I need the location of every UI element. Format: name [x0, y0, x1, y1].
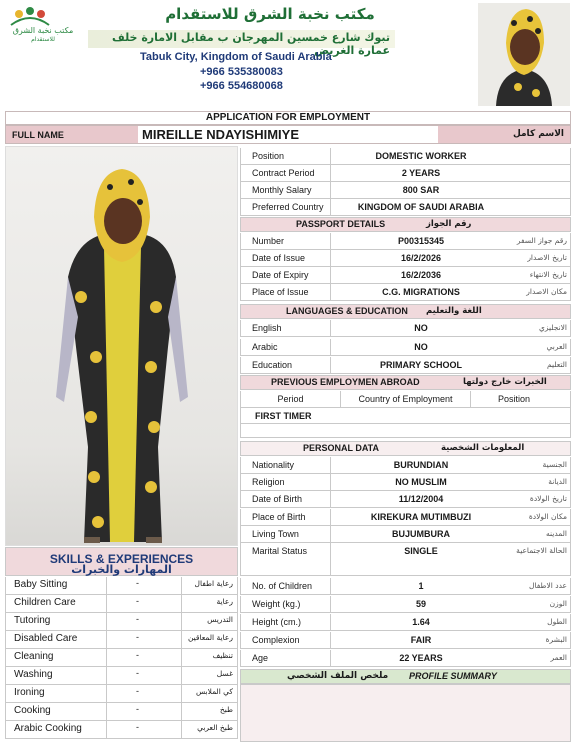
- position-col-header: Position: [497, 394, 530, 404]
- religion-value: NO MUSLIM: [395, 477, 447, 487]
- marital-status-label: Marital Status: [241, 543, 331, 575]
- marital-status-row: [240, 543, 571, 576]
- skills-title: SKILLS & EXPERIENCES: [49, 552, 194, 566]
- skill-name-ar: رعاية: [216, 597, 233, 606]
- issue-date-label-ar: تاريخ الاصدار: [527, 253, 567, 262]
- svg-text:للاستقدام: للاستقدام: [31, 36, 55, 43]
- skill-name-ar: التدريس: [207, 615, 233, 624]
- profile-summary-title: PROFILE SUMMARY: [409, 671, 497, 681]
- languages-title: LANGUAGES & EDUCATION: [286, 306, 408, 316]
- weight-value: 59: [415, 599, 426, 609]
- height-label: Height (cm.): [241, 614, 331, 630]
- children-label-ar: عدد الاطفال: [529, 581, 567, 590]
- skill-name: Ironing: [14, 687, 45, 698]
- divider: [106, 721, 107, 738]
- complexion-value: FAIR: [410, 635, 432, 645]
- religion-label-ar: الديانة: [548, 477, 567, 486]
- nationality-row: [240, 457, 571, 474]
- headshot-photo: [478, 3, 570, 106]
- office-logo: [3, 3, 83, 43]
- phone-1: +966 535380083: [200, 66, 283, 78]
- skills-title-ar: المهارات والخبرات: [71, 563, 172, 576]
- english-value: NO: [414, 323, 428, 333]
- marital-status-value: SINGLE: [404, 546, 438, 556]
- place-of-issue-row: [240, 284, 571, 301]
- skill-name: Washing: [14, 669, 53, 680]
- weight-label: Weight (kg.): [241, 596, 331, 612]
- skill-name-ar: رعاية اطفال: [194, 579, 233, 588]
- english-label-ar: الانجليزي: [538, 323, 567, 332]
- children-row: [240, 578, 571, 595]
- passport-number-value: P00315345: [397, 236, 445, 246]
- living-town-label: Living Town: [241, 526, 331, 542]
- letterhead: [0, 0, 574, 108]
- profile-summary-title-ar: ملخص الملف الشخصي: [287, 671, 389, 681]
- divider: [181, 631, 182, 648]
- employment-title-ar: الخبرات خارج دولتها: [463, 377, 547, 387]
- monthly-salary-value: 800 SAR: [402, 185, 440, 195]
- skill-value: -: [136, 632, 139, 642]
- weight-label-ar: الوزن: [549, 599, 567, 608]
- complexion-row: [240, 632, 571, 649]
- age-label: Age: [241, 650, 331, 666]
- contract-period-row: [240, 165, 571, 182]
- education-row: [240, 357, 571, 374]
- issue-date-value: 16/2/2026: [400, 253, 442, 263]
- employment-columns-row: [240, 391, 571, 408]
- skill-value: -: [136, 722, 139, 732]
- full-body-photo: [5, 146, 238, 546]
- arabic-value: NO: [414, 342, 428, 352]
- period-col-header: Period: [241, 391, 341, 407]
- skill-value: -: [136, 686, 139, 696]
- skill-name: Tutoring: [14, 615, 51, 626]
- english-row: [240, 320, 571, 337]
- skill-row: [5, 721, 238, 739]
- skill-value: -: [136, 704, 139, 714]
- issue-date-row: [240, 250, 571, 267]
- languages-title-ar: اللغة والتعليم: [426, 306, 482, 316]
- passport-number-label: Number: [241, 233, 331, 249]
- skill-name-ar: طبخ: [219, 705, 233, 714]
- education-value: PRIMARY SCHOOL: [379, 360, 462, 370]
- passport-number-row: [240, 233, 571, 250]
- place-of-issue-label: Place of Issue: [241, 284, 331, 300]
- position-row: [240, 148, 571, 165]
- nationality-value: BURUNDIAN: [393, 460, 449, 470]
- complexion-label-ar: البشرة: [545, 635, 567, 644]
- skill-value: -: [136, 614, 139, 624]
- expiry-date-label: Date of Expiry: [241, 267, 331, 283]
- employment-blank-row: [240, 424, 571, 438]
- divider: [106, 613, 107, 630]
- skill-name: Cleaning: [14, 651, 54, 662]
- place-of-birth-label: Place of Birth: [241, 509, 331, 525]
- age-value: 22 YEARS: [399, 653, 443, 663]
- religion-label: Religion: [241, 474, 331, 490]
- arabic-label: Arabic: [241, 339, 331, 355]
- skills-section-header: [5, 547, 238, 576]
- form-title: APPLICATION FOR EMPLOYMENT: [5, 111, 571, 125]
- living-town-value: BUJUMBURA: [392, 529, 450, 539]
- skill-name: Arabic Cooking: [14, 723, 82, 734]
- divider: [106, 703, 107, 720]
- issue-date-label: Date of Issue: [241, 250, 331, 266]
- height-label-ar: الطول: [547, 617, 567, 626]
- divider: [181, 577, 182, 594]
- skill-row: [5, 577, 238, 595]
- contract-period-value: 2 YEARS: [401, 168, 441, 178]
- skill-value: -: [136, 596, 139, 606]
- employment-title: PREVIOUS EMPLOYMEN ABROAD: [271, 377, 420, 387]
- passport-number-label-ar: رقم جواز السفر: [516, 236, 567, 245]
- divider: [106, 649, 107, 666]
- skill-value: -: [136, 650, 139, 660]
- languages-section-header: [240, 304, 571, 319]
- expiry-date-value: 16/2/2036: [400, 270, 442, 280]
- expiry-date-label-ar: تاريخ الانتهاء: [529, 270, 567, 279]
- personal-title: PERSONAL DATA: [303, 443, 380, 453]
- phone-2: +966 554680068: [200, 80, 283, 92]
- education-label-ar: التعليم: [547, 360, 567, 369]
- religion-row: [240, 474, 571, 491]
- employment-section-header: [240, 375, 571, 390]
- skill-row: [5, 613, 238, 631]
- skill-name-ar: رعاية المعاقين: [187, 633, 233, 642]
- height-value: 1.64: [412, 617, 430, 627]
- full-name-label-ar: الاسم كامل: [512, 129, 564, 139]
- full-name-value: MIREILLE NDAYISHIMIYE: [138, 126, 438, 143]
- skill-name-ar: كي الملابس: [195, 687, 233, 696]
- children-label: No. of Children: [241, 578, 331, 594]
- skill-name: Disabled Care: [14, 633, 78, 644]
- place-of-birth-label-ar: مكان الولادة: [528, 512, 567, 521]
- first-timer-row: [240, 408, 571, 424]
- skill-value: -: [136, 578, 139, 588]
- divider: [181, 595, 182, 612]
- address-ar: تبوك شارع خمسين المهرجان ب مقابل الامارة خلف عمارة الغريض: [111, 31, 390, 57]
- divider: [181, 613, 182, 630]
- children-value: 1: [418, 581, 424, 591]
- skill-row: [5, 667, 238, 685]
- dob-label: Date of Birth: [241, 491, 331, 507]
- skill-name: Cooking: [14, 705, 51, 716]
- skill-name-ar: غسل: [216, 669, 233, 678]
- position-label: Position: [241, 148, 331, 164]
- height-row: [240, 614, 571, 631]
- divider: [181, 649, 182, 666]
- dob-row: [240, 491, 571, 508]
- divider: [181, 667, 182, 684]
- preferred-country-label: Preferred Country: [241, 199, 331, 215]
- monthly-salary-label: Monthly Salary: [241, 182, 331, 198]
- weight-row: [240, 596, 571, 613]
- place-of-birth-value: KIREKURA MUTIMBUZI: [370, 512, 472, 522]
- city-text: Tabuk City, Kingdom of Saudi Arabia: [140, 51, 332, 63]
- complexion-label: Complexion: [241, 632, 331, 648]
- english-label: English: [241, 320, 331, 336]
- skill-row: [5, 703, 238, 721]
- full-name-row: [5, 125, 571, 144]
- skill-row: [5, 685, 238, 703]
- personal-title-ar: المعلومات الشخصية: [441, 443, 525, 453]
- skill-row: [5, 595, 238, 613]
- skill-value: -: [136, 668, 139, 678]
- skill-row: [5, 631, 238, 649]
- divider: [106, 685, 107, 702]
- marital-status-label-ar: الحالة الاجتماعية: [516, 546, 567, 555]
- preferred-country-row: [240, 199, 571, 216]
- skill-name-ar: طبخ العربي: [197, 723, 233, 732]
- monthly-salary-row: [240, 182, 571, 199]
- place-of-issue-label-ar: مكان الاصدار: [526, 287, 567, 296]
- nationality-label: Nationality: [241, 457, 331, 473]
- living-town-label-ar: المدينه: [545, 529, 567, 538]
- skill-name: Children Care: [14, 597, 76, 608]
- skill-name: Baby Sitting: [14, 579, 68, 590]
- profile-summary-body: [240, 684, 571, 742]
- personal-section-header: [240, 441, 571, 456]
- divider: [181, 703, 182, 720]
- divider: [106, 631, 107, 648]
- passport-title-ar: رقم الجواز: [426, 219, 472, 229]
- place-of-issue-value: C.G. MIGRATIONS: [382, 287, 460, 297]
- divider: [106, 577, 107, 594]
- country-col-header: Country of Employment: [341, 391, 471, 407]
- svg-text:مكتب نخبة الشرق: مكتب نخبة الشرق: [12, 26, 74, 35]
- divider: [181, 685, 182, 702]
- living-town-row: [240, 526, 571, 543]
- dob-value: 11/12/2004: [398, 494, 444, 504]
- first-timer-value: FIRST TIMER: [255, 411, 312, 421]
- expiry-date-row: [240, 267, 571, 284]
- divider: [106, 667, 107, 684]
- full-name-label: FULL NAME: [12, 130, 64, 140]
- dob-label-ar: تاريخ الولادة: [529, 494, 567, 503]
- place-of-birth-row: [240, 509, 571, 526]
- arabic-label-ar: العربي: [546, 342, 567, 351]
- skill-row: [5, 649, 238, 667]
- passport-section-header: [240, 217, 571, 232]
- arabic-row: [240, 339, 571, 356]
- divider: [181, 721, 182, 738]
- education-label: Education: [241, 357, 331, 373]
- passport-title: PASSPORT DETAILS: [296, 219, 386, 229]
- profile-summary-header: [240, 669, 571, 684]
- divider: [106, 595, 107, 612]
- office-name-ar: مكتب نخبة الشرق للاستقدام: [165, 5, 375, 23]
- age-label-ar: العمر: [550, 653, 567, 662]
- preferred-country-value: KINGDOM OF SAUDI ARABIA: [357, 202, 485, 212]
- nationality-label-ar: الجنسية: [542, 460, 567, 469]
- contract-period-label: Contract Period: [241, 165, 331, 181]
- age-row: [240, 650, 571, 667]
- position-value: DOMESTIC WORKER: [375, 151, 467, 161]
- skill-name-ar: تنظيف: [212, 651, 233, 660]
